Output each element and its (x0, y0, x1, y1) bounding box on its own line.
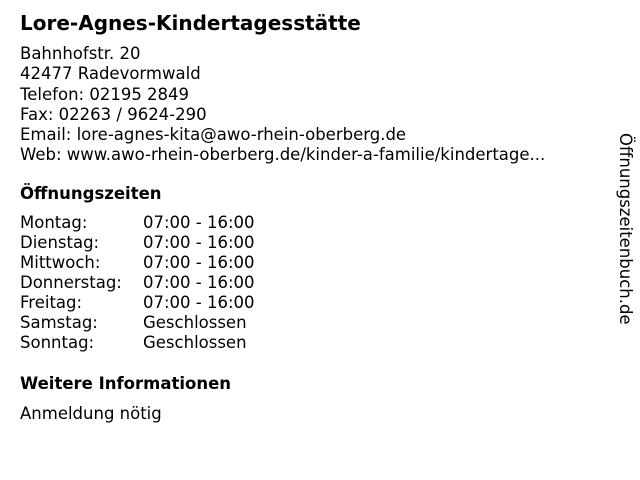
day-hours: 07:00 - 16:00 (143, 233, 255, 252)
watermark: Öffnungszeitenbuch.de (616, 133, 635, 325)
website (20, 145, 588, 165)
day-label: Sonntag: (20, 333, 95, 352)
further-info-heading: Weitere Informationen (20, 374, 232, 393)
page-title: Lore-Agnes-Kindertagesstätte (20, 11, 361, 35)
hours-row-saturday (20, 313, 255, 333)
day-label: Donnerstag: (20, 273, 122, 292)
day-label: Mittwoch: (20, 253, 101, 272)
hours-row-wednesday (20, 253, 255, 273)
phone-number: Telefon: 02195 2849 (20, 84, 190, 104)
hours-row-monday (20, 213, 255, 233)
day-hours: 07:00 - 16:00 (143, 253, 255, 272)
email-link[interactable]: Email: lore-agnes-kita@awo-rhein-oberberg.de (20, 125, 407, 145)
fax-number: Fax: 02263 / 9624-290 (20, 104, 207, 124)
street-address: Bahnhofstr. 20 (20, 44, 141, 63)
day-label: Freitag: (20, 293, 83, 312)
day-hours: 07:00 - 16:00 (143, 293, 255, 312)
opening-hours-table (20, 213, 255, 353)
day-hours: 07:00 - 16:00 (143, 213, 255, 232)
website-link[interactable]: Web: www.awo-rhein-oberberg.de/kinder-a-familie/kindertage... (20, 145, 546, 165)
day-label: Montag: (20, 213, 88, 232)
email-address (20, 125, 588, 145)
hours-row-thursday (20, 273, 255, 293)
day-label: Samstag: (20, 313, 98, 332)
day-hours: Geschlossen (143, 333, 247, 352)
contact-block (20, 44, 588, 166)
opening-hours-heading: Öffnungszeiten (20, 184, 162, 203)
day-hours: 07:00 - 16:00 (143, 273, 255, 292)
postal-city: 42477 Radevormwald (20, 64, 201, 84)
day-label: Dienstag: (20, 233, 100, 252)
hours-row-friday (20, 293, 255, 313)
day-hours: Geschlossen (143, 313, 247, 332)
hours-row-tuesday (20, 233, 255, 253)
hours-row-sunday (20, 333, 255, 353)
further-info-text: Anmeldung nötig (20, 404, 162, 423)
